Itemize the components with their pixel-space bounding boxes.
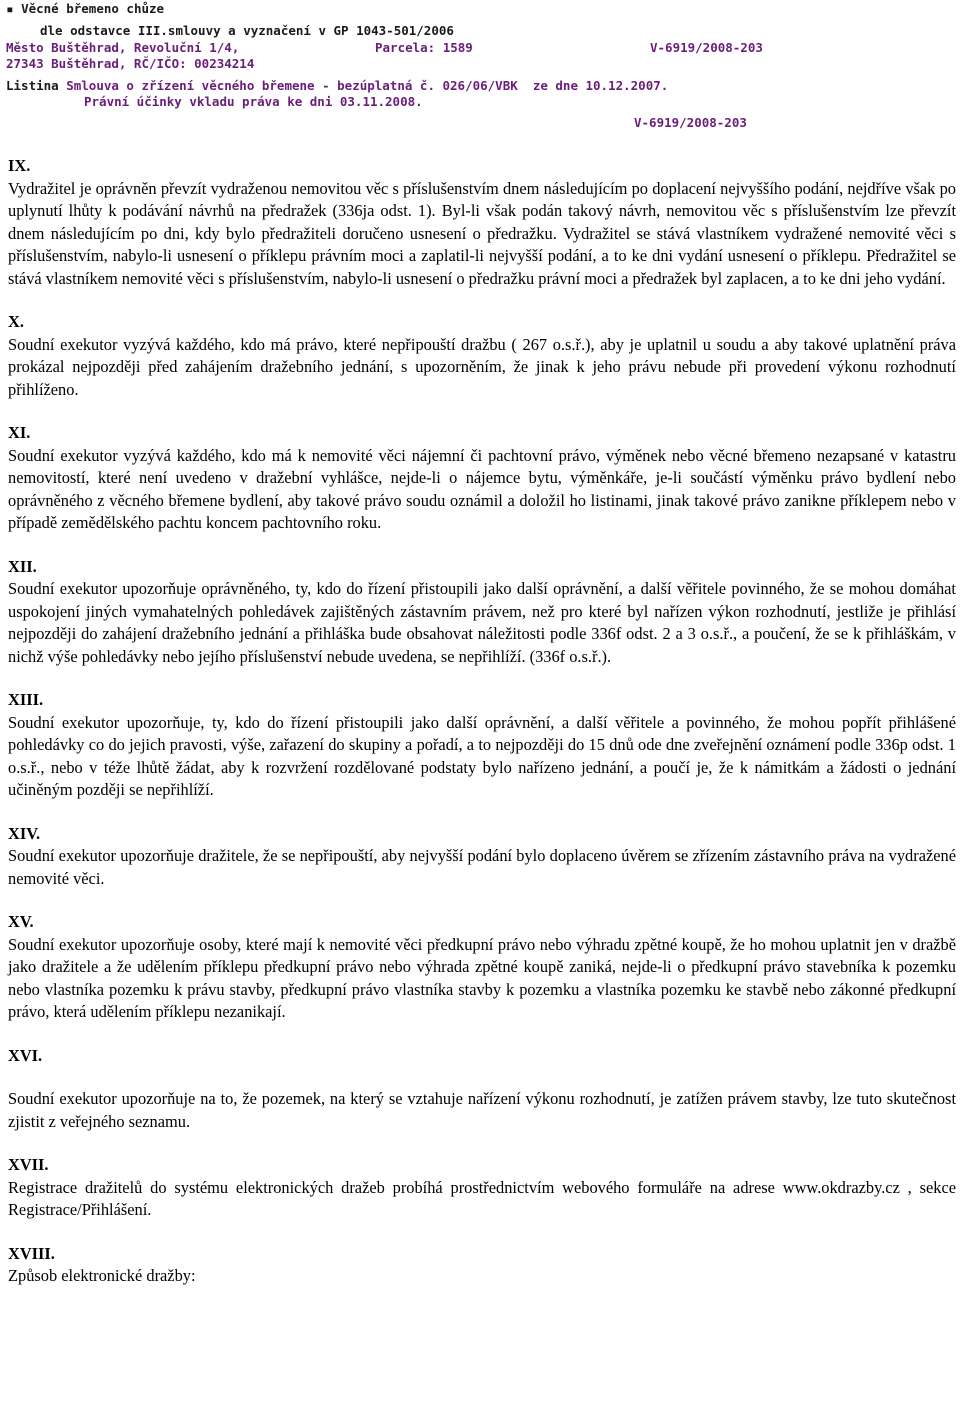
registry-document-line (6, 79, 668, 93)
section-xviii (8, 1243, 956, 1288)
section-xvi (8, 1045, 956, 1134)
section-heading: XIII. (8, 690, 44, 709)
land-registry-excerpt (0, 0, 960, 135)
section-xvii (8, 1154, 956, 1222)
registry-parcel: Parcela: 1589 (375, 40, 473, 55)
section-xii (8, 556, 956, 669)
registry-easement-title: Věcné břemeno chůze (21, 1, 165, 16)
section-text: Soudní exekutor vyzývá každého, kdo má k nemovité věci nájemní či pachtovní právo, výměnek nebo věcné břemeno nezapsané v katastru nemovitostí, které není uvedeno v dražební vyhlášce, nejde-li o nájemce bytu, výměnkáře, je-li součástí výměnku právo bydlení nebo oprávněného z věcného břemene bydlení, aby takové právo soudu oznámil a doložil ho listinami, jinak takové právo zanikne příklepem nebo v případě zemědělského pachtu koncem pachtovního roku. (8, 445, 956, 532)
registry-owner-address: Město Buštěhrad, Revoluční 1/4, (6, 40, 240, 55)
section-ix (8, 155, 956, 290)
section-heading: XV. (8, 912, 34, 931)
section-heading: IX. (8, 156, 31, 175)
registry-document-label: Listina (6, 78, 59, 93)
registry-document-date: ze dne 10.12.2007. (532, 78, 669, 93)
section-heading: XVI. (8, 1045, 43, 1065)
section-heading: XVIII. (8, 1243, 55, 1263)
section-text: Způsob elektronické dražby: (8, 1266, 196, 1285)
section-text: Soudní exekutor vyzývá každého, kdo má právo, které nepřipouští dražbu ( 267 o.s.ř.), aby je uplatnil u soudu a aby takové uplatnění práva prokázal nejpozději před zahájením dražebního jednání, s upozorněním, že jinak k jeho právu nebude při provedení výkonu rozhodnutí přihlíženo. (8, 334, 956, 399)
section-text: Soudní exekutor upozorňuje dražitele, že se nepřipouští, aby nejvyšší podání bylo doplaceno úvěrem se zřízením zástavního práva na vydražené nemovité věci. (8, 846, 956, 888)
registry-owner-id: 27343 Buštěhrad, RČ/IČO: 00234214 (6, 56, 255, 71)
section-xi (8, 422, 956, 535)
registry-proceeding-number: V-6919/2008-203 (650, 40, 763, 55)
section-text: Soudní exekutor upozorňuje osoby, které mají k nemovité věci předkupní právo nebo výhradu zpětné koupě, že ho mohou uplatnit jen v dražbě jako dražitele a že udělením příklepu předkupní právo nebo výhrada zpětné koupě zaniká, nejde-li o předkupní právo stavebníka k pozemku nebo vlastníka pozemku k právu stavby, předkupní právo vlastníka stavby k pozemku a vlastníka pozemku ke stavbě nebo zákonné předkupní právo, která udělením příklepu nezanikají. (8, 934, 956, 1021)
section-text: Soudní exekutor upozorňuje na to, že pozemek, na který se vztahuje nařízení výkonu rozhodnutí, je zatížen právem stavby, lze tuto skutečnost zjistit z veřejného seznamu. (8, 1089, 956, 1131)
document-body (8, 155, 956, 1288)
section-text: Vydražitel je oprávněn převzít vydraženou nemovitou věc s příslušenstvím dnem následujícím po doplacení nejvyššího podání, nejdříve však po uplynutí lhůty k podávání návrhů na předražek (336ja odst. 1). Byl-li však podán takový návrh, nemovitou věc s příslušenstvím lze převzít dnem následujícím po dni, kdy bylo předražiteli doručeno usnesení o předražku. Vydražitel se stává vlastníkem vydražené nemovité věci s příslušenstvím, nabylo-li usnesení o příklepu právním moci a zaplatil-li nejvyšší podání, a to ke dni vydání usnesení o příklepu. Předražitel se stává vlastníkem nemovité věci s příslušenstvím, nabylo-li usnesení o předražku právní moci a předražek byl zaplacen, a to ke dni jeho vydání. (8, 178, 956, 288)
registry-legal-effect: Právní účinky vkladu práva ke dni 03.11.2008. (84, 94, 423, 109)
registry-line-easement: ▪ Věcné břemeno chůze (6, 1, 165, 16)
section-xiii (8, 689, 956, 802)
section-heading: XI. (8, 423, 31, 442)
section-text: Soudní exekutor upozorňuje, ty, kdo do řízení přistoupili jako další oprávnění, a další věřitele a povinného, že mohou popřít přihlášené pohledávky co do jejich pravosti, výše, zařazení do skupiny a pořadí, a to nejpozději do 15 dnů ode dne zveřejnění oznámení podle 336p odst. 1 o.s.ř., nebo v téže lhůtě žádat, aby k rozvržení rozdělované podstaty bylo nařízeno jednání, a poučí je, že k námitkám a žádosti o jednání učiněným později se nepřihlíží. (8, 712, 956, 799)
registry-document-title: Smlouva o zřízení věcného břemene - bezúplatná č. 026/06/VBK (66, 78, 518, 93)
section-xiv (8, 823, 956, 891)
section-heading: XVII. (8, 1155, 49, 1174)
section-text: Soudní exekutor upozorňuje oprávněného, ty, kdo do řízení přistoupili jako další oprávnění, a další věřitele povinného, že se mohou domáhat uspokojení jiných vymahatelných pohledávek zajištěných zástavním právem, než pro které byl nařízen výkon rozhodnutí, jestliže je přihlásí nejpozději do zahájení dražebního jednání a přihláška bude obsahovat náležitosti podle 336f odst. 2 a 3 o.s.ř., a poučení, že se k přihláškám, v nichž výše pohledávky nebo jejího příslušenství nebude uvedena, se nepřihlíží. (336f o.s.ř.). (8, 579, 956, 666)
section-heading: XIV. (8, 823, 41, 843)
section-xv (8, 911, 956, 1024)
section-text: Registrace dražitelů do systému elektronických dražeb probíhá prostřednictvím webového formuláře na adrese www.okdrazby.cz , sekce Registrace/Přihlášení. (8, 1177, 956, 1219)
section-heading: XII. (8, 556, 37, 576)
section-x (8, 311, 956, 401)
registry-line-basis: dle odstavce III.smlouvy a vyznačení v GP 1043-501/2006 (40, 23, 454, 38)
section-heading: X. (8, 312, 24, 331)
registry-proceeding-number-2: V-6919/2008-203 (634, 115, 747, 130)
